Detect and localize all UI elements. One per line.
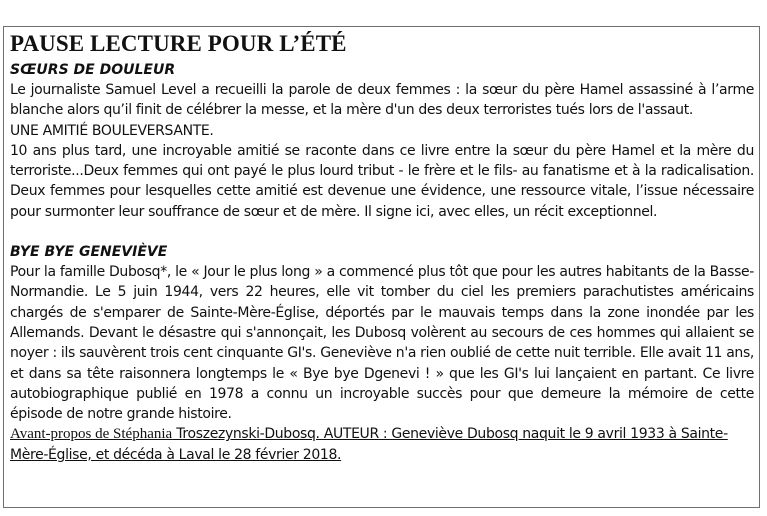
- book-description: 10 ans plus tard, une incroyable amitié se raconte dans ce livre entre la sœur du père Hamel et la mère du terroriste...Deux femmes qui ont payé le plus lourd tribut - le frère et le fils- au fanatisme et à la radicalisation. Deux femmes pour lesquelles cette amitié est devenue une évidence, une ressource vitale, l’issue nécessaire pour surmonter leur souffrance de sœur et de mère. Il signe ici, avec elles, un récit exceptionnel.: [10, 142, 754, 220]
- book-description: Le journaliste Samuel Level a recueilli la parole de deux femmes : la sœur du père Hamel assassiné à l’arme blanche alors qu’il finit de célébrer la messe, et la mère d'un des deux terroristes tués lors de l'assaut.: [10, 82, 754, 119]
- article-content: [10, 28, 754, 465]
- author-credit: Troszezynski-Dubosq. AUTEUR : Geneviève Dubosq naquit le 9 avril 1933 à Sainte-Mère-Église, et décéda à Laval le 28 février 2018.: [10, 426, 728, 463]
- book-credits: [10, 424, 754, 465]
- book-section-1: [10, 60, 754, 222]
- page-title: PAUSE LECTURE POUR L’ÉTÉ: [10, 31, 347, 56]
- book-description: Pour la famille Dubosq*, le « Jour le plus long » a commencé plus tôt que pour les autres habitants de la Basse-Normandie. Le 5 juin 1944, vers 22 heures, elle vit tomber du ciel les premiers parachutistes américains chargés de s'emparer de Sainte-Mère-Église, déportés par le mauvais temps dans la zone inondée par les Allemands. Devant le désastre qui s'annonçait, les Dubosq volèrent au secours de ces hommes qui allaient se noyer : ils sauvèrent trois cent cinquante GI's. Geneviève n'a rien oublié de cette nuit terrible. Elle avait 11 ans, et dans sa tête raisonnera longtemps le « Bye bye Dgenevi ! » que les GI's lui lançaient en partant. Ce livre autobiographique publié en 1978 a connu un incroyable succès pour que demeure la mémoire de cette épisode de notre grande histoire.: [10, 264, 754, 423]
- book-title-soeurs: SŒURS DE DOULEUR: [10, 62, 176, 78]
- book-section-2: [10, 242, 754, 465]
- book-tagline: UNE AMITIÉ BOULEVERSANTE.: [10, 122, 214, 139]
- foreword-credit: Avant-propos de Stéphania: [10, 426, 173, 443]
- section-spacer: [10, 222, 754, 242]
- book-title-bye-bye: BYE BYE GENEVIÈVE: [10, 244, 168, 261]
